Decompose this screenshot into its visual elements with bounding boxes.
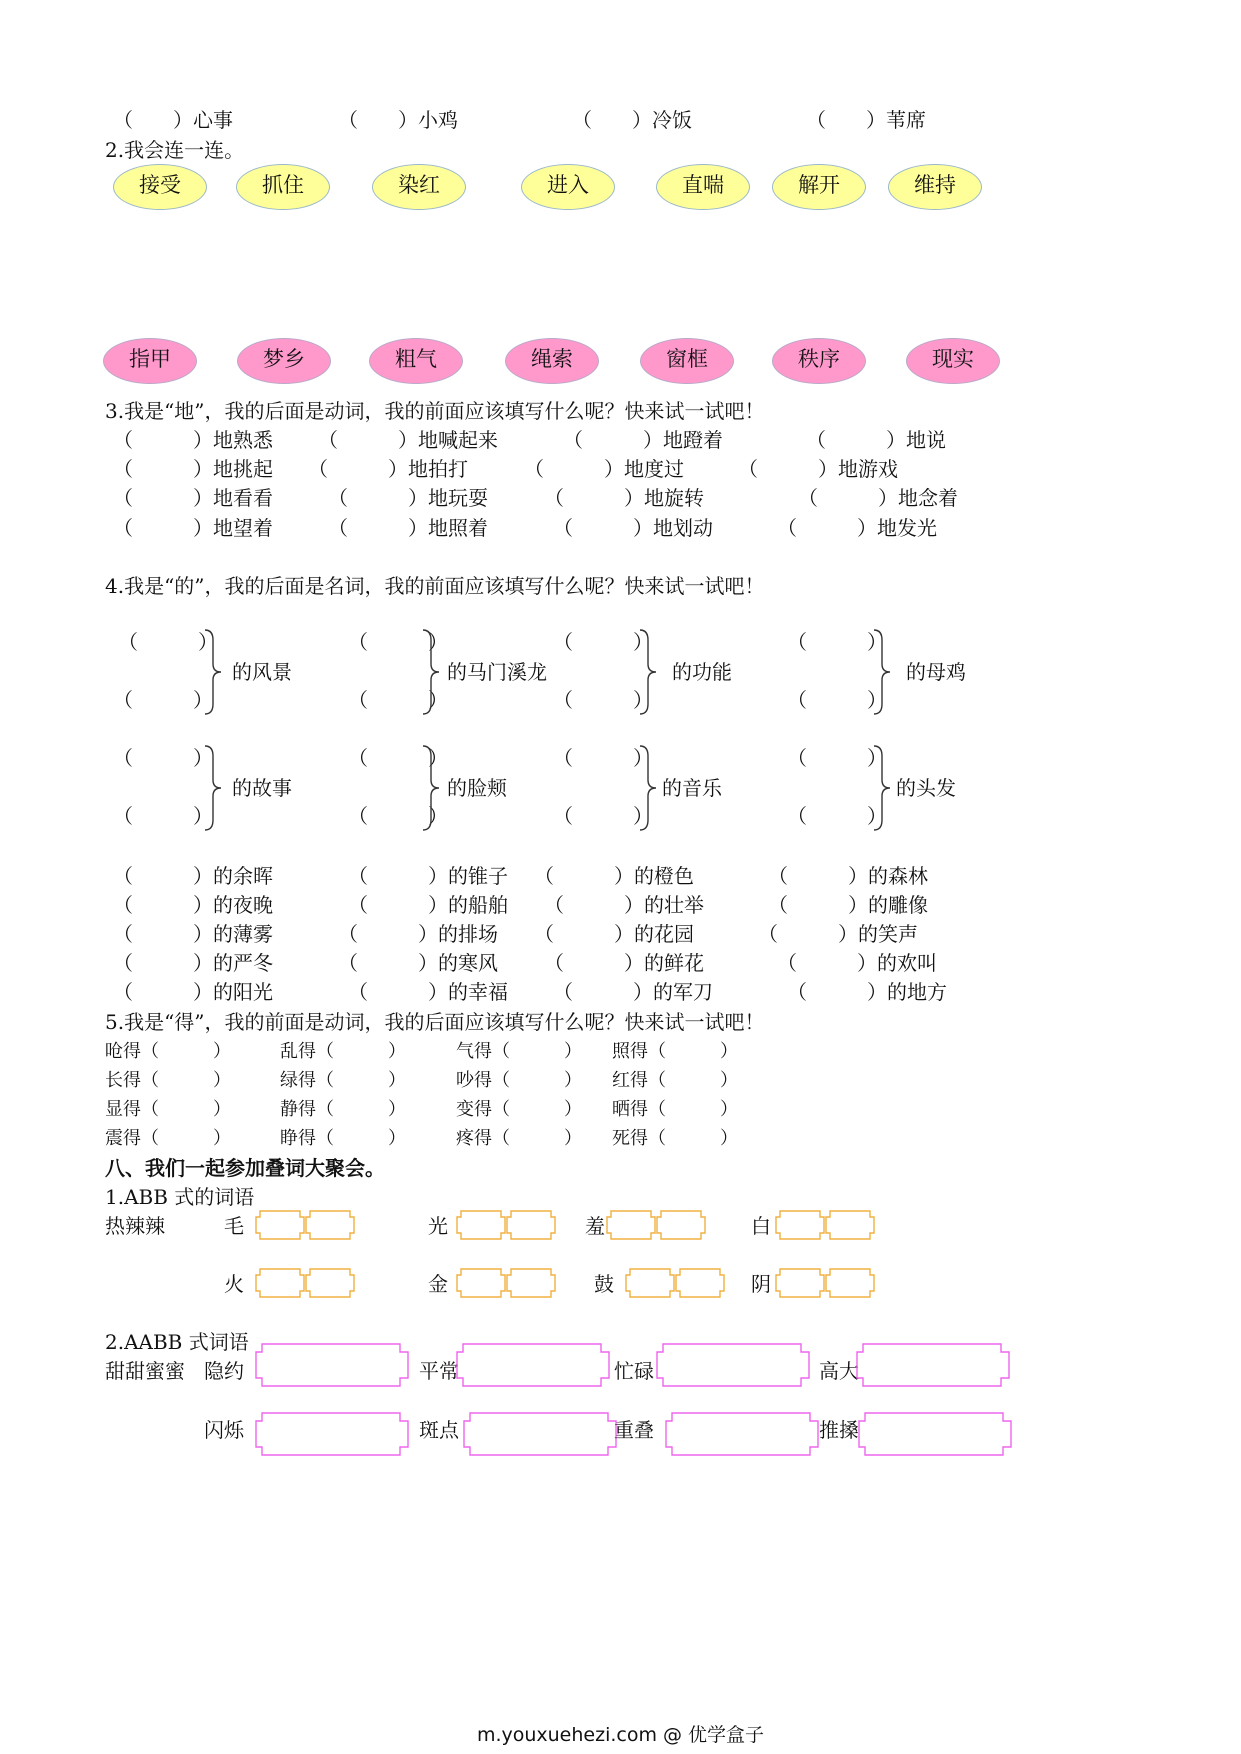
fill-item: （ ）的森林 bbox=[768, 864, 928, 888]
fill-item: （ ）的幸福 bbox=[348, 980, 508, 1004]
aabb-box[interactable] bbox=[254, 1411, 410, 1457]
q4-row bbox=[0, 864, 1241, 890]
abb-char: 白 bbox=[751, 1214, 771, 1238]
q4-row bbox=[0, 951, 1241, 977]
aabb-word: 隐约 bbox=[204, 1359, 244, 1383]
curly-brace-icon bbox=[203, 744, 223, 832]
paren-blank: （ ） bbox=[113, 688, 213, 712]
fill-item: （ ）苇席 bbox=[806, 108, 926, 132]
fill-item: 照得（ ） bbox=[612, 1041, 738, 1062]
oval-word[interactable]: 解开 bbox=[772, 164, 866, 210]
fill-item: （ ）地度过 bbox=[524, 457, 684, 481]
fill-item: （ ）小鸡 bbox=[338, 108, 458, 132]
fill-item: （ ）的笑声 bbox=[758, 922, 918, 946]
abb-char: 金 bbox=[428, 1272, 448, 1296]
curly-brace-icon bbox=[421, 628, 441, 716]
q3-row bbox=[0, 428, 1241, 454]
fill-item: （ ）的花园 bbox=[534, 922, 694, 946]
oval-word[interactable]: 抓住 bbox=[236, 164, 330, 210]
brace-label: 的风景 bbox=[232, 660, 292, 684]
oval-word[interactable]: 梦乡 bbox=[237, 338, 331, 384]
fill-item: 晒得（ ） bbox=[612, 1099, 738, 1120]
fill-item: （ ）地拍打 bbox=[308, 457, 468, 481]
fill-item: 疼得（ ） bbox=[456, 1128, 582, 1149]
curly-brace-icon bbox=[638, 628, 658, 716]
fill-item: （ ）的雕像 bbox=[768, 893, 928, 917]
paren-blank: （ ） bbox=[113, 804, 213, 828]
fill-item: 长得（ ） bbox=[105, 1070, 231, 1091]
paren-blank: （ ） bbox=[348, 688, 448, 712]
abb-char: 光 bbox=[428, 1214, 448, 1238]
abb-double-box[interactable] bbox=[455, 1209, 559, 1241]
fill-item: （ ）的橙色 bbox=[534, 864, 694, 888]
fill-item: （ ）地喊起来 bbox=[318, 428, 498, 452]
abb-char: 火 bbox=[224, 1272, 244, 1296]
paren-blank: （ ） bbox=[348, 630, 448, 654]
q4-row bbox=[0, 922, 1241, 948]
fill-item: （ ）地熟悉 bbox=[113, 428, 273, 452]
curly-brace-icon bbox=[203, 628, 223, 716]
abb-title: 1.ABB 式的词语 bbox=[105, 1185, 255, 1209]
q3-row bbox=[0, 457, 1241, 483]
fill-item: （ ）的夜晚 bbox=[113, 893, 273, 917]
aabb-box[interactable] bbox=[855, 1342, 1011, 1388]
top-row bbox=[0, 108, 1241, 134]
fill-item: 乱得（ ） bbox=[280, 1041, 406, 1062]
curly-brace-icon bbox=[638, 744, 658, 832]
fill-item: 呛得（ ） bbox=[105, 1041, 231, 1062]
abb-double-box[interactable] bbox=[774, 1209, 878, 1241]
q3-row bbox=[0, 486, 1241, 512]
paren-blank: （ ） bbox=[553, 630, 653, 654]
abb-char: 鼓 bbox=[594, 1272, 614, 1296]
fill-item: （ ）的欢叫 bbox=[777, 951, 937, 975]
oval-word[interactable]: 粗气 bbox=[369, 338, 463, 384]
fill-item: 静得（ ） bbox=[280, 1099, 406, 1120]
aabb-box[interactable] bbox=[455, 1342, 611, 1388]
brace-label: 的功能 bbox=[672, 660, 732, 684]
fill-item: 死得（ ） bbox=[612, 1128, 738, 1149]
aabb-word: 重叠 bbox=[614, 1418, 654, 1442]
fill-item: 气得（ ） bbox=[456, 1041, 582, 1062]
fill-item: （ ）地发光 bbox=[777, 516, 937, 540]
fill-item: 绿得（ ） bbox=[280, 1070, 406, 1091]
section8-title: 八、我们一起参加叠词大聚会。 bbox=[105, 1156, 385, 1180]
fill-item: （ ）的阳光 bbox=[113, 980, 273, 1004]
aabb-box[interactable] bbox=[655, 1342, 811, 1388]
curly-brace-icon bbox=[872, 628, 892, 716]
fill-item: （ ）的薄雾 bbox=[113, 922, 273, 946]
fill-item: （ ）的地方 bbox=[787, 980, 947, 1004]
paren-blank: （ ） bbox=[787, 804, 887, 828]
fill-item: （ ）地说 bbox=[806, 428, 946, 452]
oval-word[interactable]: 现实 bbox=[906, 338, 1000, 384]
fill-item: （ ）地游戏 bbox=[738, 457, 898, 481]
brace-label: 的脸颊 bbox=[447, 776, 507, 800]
abb-double-box[interactable] bbox=[254, 1209, 358, 1241]
fill-item: 吵得（ ） bbox=[456, 1070, 582, 1091]
aabb-word: 高大 bbox=[819, 1359, 859, 1383]
fill-item: （ ）地划动 bbox=[553, 516, 713, 540]
aabb-title: 2.AABB 式词语 bbox=[105, 1330, 249, 1354]
fill-item: （ ）地看看 bbox=[113, 486, 273, 510]
fill-item: （ ）的军刀 bbox=[553, 980, 713, 1004]
curly-brace-icon bbox=[872, 744, 892, 832]
aabb-box[interactable] bbox=[664, 1411, 820, 1457]
paren-blank: （ ） bbox=[348, 746, 448, 770]
fill-item: 睁得（ ） bbox=[280, 1128, 406, 1149]
fill-item: （ ）的排场 bbox=[338, 922, 498, 946]
q2-title: 2.我会连一连。 bbox=[105, 138, 245, 162]
q3-title: 3.我是“地”，我的后面是动词，我的前面应该填写什么呢？快来试一试吧！ bbox=[105, 399, 765, 423]
aabb-word: 闪烁 bbox=[204, 1418, 244, 1442]
fill-item: （ ）地望着 bbox=[113, 516, 273, 540]
aabb-word: 忙碌 bbox=[614, 1359, 654, 1383]
aabb-box[interactable] bbox=[254, 1342, 410, 1388]
q5-row bbox=[0, 1098, 1241, 1124]
fill-item: 红得（ ） bbox=[612, 1070, 738, 1091]
q5-row bbox=[0, 1040, 1241, 1066]
oval-word[interactable]: 接受 bbox=[113, 164, 207, 210]
fill-item: （ ）的锥子 bbox=[348, 864, 508, 888]
fill-item: （ ）地挑起 bbox=[113, 457, 273, 481]
aabb-box[interactable] bbox=[857, 1411, 1013, 1457]
paren-blank: （ ） bbox=[118, 630, 218, 654]
fill-item: （ ）的余晖 bbox=[113, 864, 273, 888]
oval-word[interactable]: 秩序 bbox=[772, 338, 866, 384]
curly-brace-icon bbox=[421, 744, 441, 832]
abb-char: 毛 bbox=[224, 1214, 244, 1238]
paren-blank: （ ） bbox=[553, 688, 653, 712]
oval-word[interactable]: 绳索 bbox=[505, 338, 599, 384]
oval-word[interactable]: 进入 bbox=[521, 164, 615, 210]
q5-row bbox=[0, 1069, 1241, 1095]
fill-item: （ ）的寒风 bbox=[338, 951, 498, 975]
brace-label: 的音乐 bbox=[662, 776, 722, 800]
abb-double-box[interactable] bbox=[254, 1267, 358, 1299]
fill-item: （ ）心事 bbox=[113, 108, 233, 132]
abb-char: 阴 bbox=[751, 1272, 771, 1296]
paren-blank: （ ） bbox=[553, 746, 653, 770]
oval-word[interactable]: 直喘 bbox=[656, 164, 750, 210]
q3-row bbox=[0, 516, 1241, 542]
abb-double-box[interactable] bbox=[455, 1267, 559, 1299]
q5-title: 5.我是“得”，我的前面是动词，我的后面应该填写什么呢？快来试一试吧！ bbox=[105, 1010, 765, 1034]
abb-example: 热辣辣 bbox=[105, 1214, 165, 1238]
abb-double-box[interactable] bbox=[774, 1267, 878, 1299]
q4-title: 4.我是“的”，我的后面是名词，我的前面应该填写什么呢？快来试一试吧！ bbox=[105, 574, 765, 598]
paren-blank: （ ） bbox=[787, 688, 887, 712]
fill-item: （ ）冷饭 bbox=[572, 108, 692, 132]
fill-item: （ ）地蹬着 bbox=[563, 428, 723, 452]
paren-blank: （ ） bbox=[787, 630, 887, 654]
aabb-word: 平常 bbox=[419, 1359, 459, 1383]
paren-blank: （ ） bbox=[553, 804, 653, 828]
fill-item: （ ）的鲜花 bbox=[544, 951, 704, 975]
abb-char: 羞 bbox=[585, 1214, 605, 1238]
paren-blank: （ ） bbox=[113, 746, 213, 770]
brace-label: 的头发 bbox=[896, 776, 956, 800]
aabb-word: 斑点 bbox=[419, 1418, 459, 1442]
oval-word[interactable]: 染红 bbox=[372, 164, 466, 210]
brace-label: 的马门溪龙 bbox=[447, 660, 547, 684]
abb-double-box[interactable] bbox=[605, 1209, 709, 1241]
oval-word[interactable]: 指甲 bbox=[103, 338, 197, 384]
oval-word[interactable]: 维持 bbox=[888, 164, 982, 210]
fill-item: 震得（ ） bbox=[105, 1128, 231, 1149]
brace-label: 的母鸡 bbox=[906, 660, 966, 684]
fill-item: （ ）地照着 bbox=[328, 516, 488, 540]
fill-item: 变得（ ） bbox=[456, 1099, 582, 1120]
aabb-word: 推搡 bbox=[819, 1418, 859, 1442]
fill-item: （ ）地念着 bbox=[798, 486, 958, 510]
oval-word[interactable]: 窗框 bbox=[640, 338, 734, 384]
brace-label: 的故事 bbox=[232, 776, 292, 800]
abb-double-box[interactable] bbox=[624, 1267, 728, 1299]
paren-blank: （ ） bbox=[348, 804, 448, 828]
fill-item: （ ）的严冬 bbox=[113, 951, 273, 975]
aabb-box[interactable] bbox=[462, 1411, 618, 1457]
q5-row bbox=[0, 1127, 1241, 1153]
footer-watermark[interactable]: m.youxuehezi.com @ 优学盒子 bbox=[476, 1724, 765, 1746]
fill-item: （ ）的船舶 bbox=[348, 893, 508, 917]
aabb-example: 甜甜蜜蜜 bbox=[105, 1359, 185, 1383]
q4-row bbox=[0, 980, 1241, 1006]
q4-row bbox=[0, 893, 1241, 919]
fill-item: （ ）的壮举 bbox=[544, 893, 704, 917]
fill-item: 显得（ ） bbox=[105, 1099, 231, 1120]
paren-blank: （ ） bbox=[787, 746, 887, 770]
fill-item: （ ）地旋转 bbox=[544, 486, 704, 510]
fill-item: （ ）地玩耍 bbox=[328, 486, 488, 510]
